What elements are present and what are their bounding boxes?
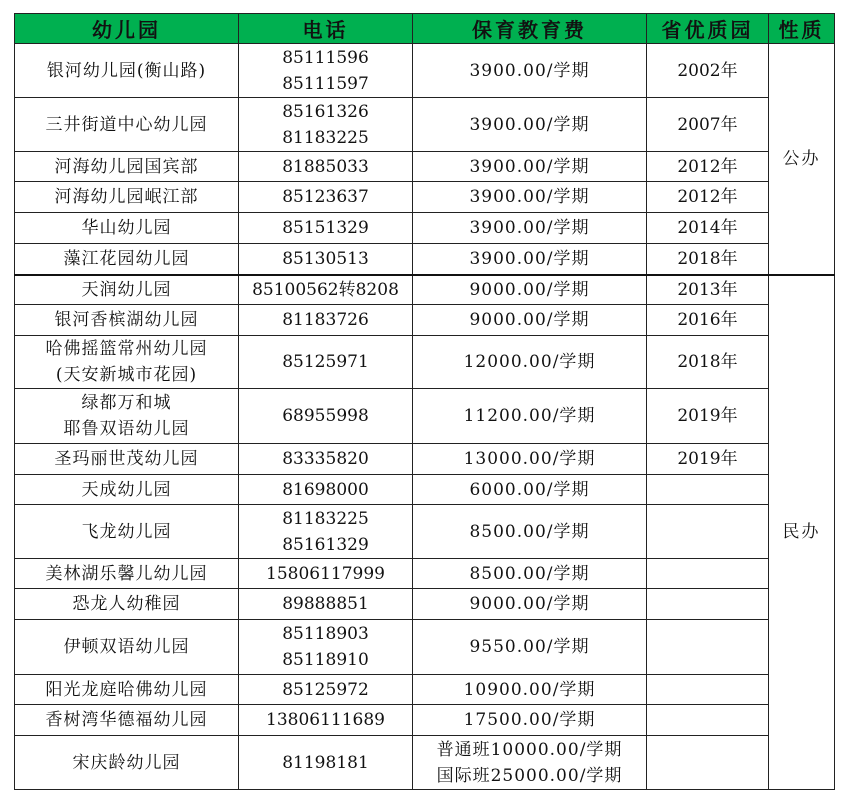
- fee-cell: [413, 275, 647, 305]
- provincial-quality-year-cell: 2014年: [647, 213, 769, 244]
- header-provincial-quality: 省优质园: [647, 14, 769, 44]
- provincial-quality-year-cell: [647, 505, 769, 559]
- phone-cell: [239, 44, 413, 98]
- fee-line: 13000.00/学期: [463, 449, 596, 469]
- fee-line: 12000.00/学期: [463, 352, 596, 372]
- fee-line: 6000.00/学期: [469, 479, 590, 500]
- kindergarten-table: [14, 13, 835, 790]
- kindergarten-name-line: 河海幼儿园国宾部: [54, 156, 199, 177]
- provincial-quality-year-cell: 2019年: [647, 389, 769, 444]
- fee-cell: [413, 213, 647, 244]
- fee-line: 3900.00/学期: [469, 248, 590, 269]
- table-row: [15, 98, 835, 152]
- provincial-quality-year-cell: [647, 675, 769, 705]
- phone-cell: [239, 705, 413, 736]
- fee-cell: [413, 620, 647, 675]
- kindergarten-name-cell: [15, 244, 239, 275]
- phone-line: 85130513: [282, 248, 369, 269]
- kindergarten-name-cell: [15, 475, 239, 505]
- header-row: [15, 14, 835, 44]
- kindergarten-name-line: 天润幼儿园: [81, 279, 172, 300]
- phone-line: 85161326: [282, 101, 369, 122]
- table-row: [15, 213, 835, 244]
- fee-line: 9550.00/学期: [469, 637, 590, 657]
- phone-line: 85111596: [282, 47, 369, 68]
- kindergarten-name-cell: [15, 705, 239, 736]
- kindergarten-name-cell: [15, 336, 239, 389]
- table-row: [15, 675, 835, 705]
- kindergarten-name-cell: [15, 559, 239, 589]
- header-fee: 保育教育费: [413, 14, 647, 44]
- phone-cell: [239, 244, 413, 275]
- fee-cell: [413, 305, 647, 336]
- phone-cell: [239, 620, 413, 675]
- provincial-quality-year-cell: 2018年: [647, 336, 769, 389]
- kindergarten-name-cell: [15, 275, 239, 305]
- phone-cell: [239, 152, 413, 182]
- fee-cell: [413, 559, 647, 589]
- phone-line: 15806117999: [266, 563, 385, 584]
- fee-line: 3900.00/学期: [469, 218, 590, 238]
- phone-line: 85125971: [282, 352, 369, 372]
- header-type: 性质: [769, 14, 835, 44]
- provincial-quality-year-cell: 2019年: [647, 444, 769, 475]
- kindergarten-name-cell: [15, 736, 239, 790]
- table-row: [15, 305, 835, 336]
- phone-cell: [239, 389, 413, 444]
- phone-line: 81885033: [282, 156, 369, 177]
- phone-line: 68955998: [282, 406, 369, 426]
- phone-cell: [239, 559, 413, 589]
- table-body: [15, 44, 835, 790]
- table-row: [15, 705, 835, 736]
- fee-cell: [413, 505, 647, 559]
- provincial-quality-year-cell: [647, 475, 769, 505]
- table-row: [15, 620, 835, 675]
- table-row: [15, 444, 835, 475]
- table-row: [15, 736, 835, 790]
- school-type-cell: 公办: [769, 44, 835, 275]
- fee-cell: [413, 44, 647, 98]
- fee-line: 11200.00/学期: [463, 406, 596, 426]
- kindergarten-name-line: 河海幼儿园岷江部: [54, 187, 199, 207]
- provincial-quality-year-cell: 2012年: [647, 182, 769, 213]
- phone-line: 81183726: [282, 310, 369, 330]
- phone-line: 85118903: [282, 624, 369, 644]
- provincial-quality-year-cell: 2016年: [647, 305, 769, 336]
- kindergarten-name-line: 香树湾华德福幼儿园: [45, 710, 208, 730]
- fee-cell: [413, 182, 647, 213]
- fee-line: 9000.00/学期: [469, 310, 590, 330]
- fee-cell: [413, 98, 647, 152]
- table-row: [15, 336, 835, 389]
- kindergarten-name-cell: [15, 213, 239, 244]
- fee-cell: [413, 244, 647, 275]
- kindergarten-name-cell: [15, 620, 239, 675]
- kindergarten-name-cell: [15, 305, 239, 336]
- kindergarten-name-cell: [15, 98, 239, 152]
- fee-cell: [413, 336, 647, 389]
- kindergarten-name-cell: [15, 389, 239, 444]
- header-phone: 电话: [239, 14, 413, 44]
- kindergarten-name-cell: [15, 444, 239, 475]
- fee-cell: [413, 675, 647, 705]
- kindergarten-name-line: 银河幼儿园(衡山路): [46, 60, 207, 81]
- fee-cell: [413, 736, 647, 790]
- phone-line: 85123637: [282, 187, 369, 207]
- phone-line: 81183225: [282, 508, 369, 529]
- phone-line: 85151329: [282, 218, 369, 238]
- fee-line: 9000.00/学期: [469, 594, 590, 614]
- table-row: [15, 589, 835, 620]
- fee-line: 9000.00/学期: [469, 279, 590, 300]
- fee-cell: [413, 705, 647, 736]
- kindergarten-name-line: 银河香槟湖幼儿园: [54, 310, 199, 330]
- phone-cell: [239, 213, 413, 244]
- kindergarten-name-line: 绿都万和城: [81, 393, 172, 413]
- table-row: [15, 559, 835, 589]
- table-row: [15, 475, 835, 505]
- fee-cell: [413, 389, 647, 444]
- kindergarten-name-line: 阳光龙庭哈佛幼儿园: [45, 679, 208, 700]
- kindergarten-name-cell: [15, 675, 239, 705]
- phone-cell: [239, 336, 413, 389]
- kindergarten-name-line: 恐龙人幼稚园: [72, 594, 181, 614]
- phone-line: 83335820: [282, 449, 369, 469]
- table-row: [15, 152, 835, 182]
- kindergarten-name-line: 天成幼儿园: [81, 479, 172, 500]
- header-kindergarten: 幼儿园: [15, 14, 239, 44]
- fee-line: 17500.00/学期: [463, 710, 596, 730]
- phone-cell: [239, 505, 413, 559]
- phone-cell: [239, 305, 413, 336]
- kindergarten-name-cell: [15, 589, 239, 620]
- kindergarten-name-cell: [15, 152, 239, 182]
- school-type-cell: 民办: [769, 275, 835, 790]
- phone-cell: [239, 182, 413, 213]
- phone-line: 85161329: [282, 534, 369, 555]
- provincial-quality-year-cell: [647, 559, 769, 589]
- kindergarten-name-cell: [15, 44, 239, 98]
- fee-cell: [413, 152, 647, 182]
- fee-line: 国际班25000.00/学期: [436, 765, 623, 786]
- fee-line: 10900.00/学期: [463, 679, 596, 700]
- fee-line: 普通班10000.00/学期: [436, 739, 623, 760]
- kindergarten-name-line: 耶鲁双语幼儿园: [63, 419, 190, 439]
- table-row: [15, 182, 835, 213]
- provincial-quality-year-cell: 2018年: [647, 244, 769, 275]
- table-row: [15, 275, 835, 305]
- phone-line: 85125972: [282, 679, 369, 700]
- provincial-quality-year-cell: 2012年: [647, 152, 769, 182]
- kindergarten-name-line: 哈佛摇篮常州幼儿园: [45, 339, 208, 359]
- provincial-quality-year-cell: [647, 736, 769, 790]
- kindergarten-name-line: 飞龙幼儿园: [81, 521, 172, 542]
- phone-cell: [239, 444, 413, 475]
- kindergarten-name-line: 伊顿双语幼儿园: [63, 637, 190, 657]
- kindergarten-name-cell: [15, 182, 239, 213]
- provincial-quality-year-cell: [647, 705, 769, 736]
- table-row: [15, 389, 835, 444]
- kindergarten-name-line: 三井街道中心幼儿园: [45, 114, 208, 135]
- fee-line: 8500.00/学期: [469, 521, 590, 542]
- kindergarten-name-line: (天安新城市花园): [55, 365, 198, 385]
- kindergarten-table-container: [14, 13, 835, 790]
- phone-cell: [239, 675, 413, 705]
- fee-line: 8500.00/学期: [469, 563, 590, 584]
- table-row: [15, 505, 835, 559]
- provincial-quality-year-cell: 2007年: [647, 98, 769, 152]
- fee-line: 3900.00/学期: [469, 156, 590, 177]
- provincial-quality-year-cell: [647, 589, 769, 620]
- kindergarten-name-line: 圣玛丽世茂幼儿园: [54, 449, 199, 469]
- fee-cell: [413, 589, 647, 620]
- phone-line: 13806111689: [266, 710, 385, 730]
- kindergarten-name-line: 藻江花园幼儿园: [63, 248, 190, 269]
- phone-line: 89888851: [282, 594, 369, 614]
- fee-line: 3900.00/学期: [469, 60, 590, 81]
- phone-line: 85111597: [282, 73, 369, 94]
- phone-cell: [239, 475, 413, 505]
- phone-line: 85100562转8208: [252, 279, 399, 300]
- fee-cell: [413, 444, 647, 475]
- provincial-quality-year-cell: [647, 620, 769, 675]
- phone-cell: [239, 589, 413, 620]
- phone-cell: [239, 275, 413, 305]
- phone-line: 81183225: [282, 127, 369, 148]
- kindergarten-name-line: 华山幼儿园: [81, 218, 172, 238]
- table-row: [15, 244, 835, 275]
- fee-line: 3900.00/学期: [469, 187, 590, 207]
- fee-line: 3900.00/学期: [469, 114, 590, 135]
- kindergarten-name-line: 宋庆龄幼儿园: [72, 752, 181, 773]
- kindergarten-name-cell: [15, 505, 239, 559]
- provincial-quality-year-cell: 2013年: [647, 275, 769, 305]
- phone-line: 85118910: [282, 650, 369, 670]
- provincial-quality-year-cell: 2002年: [647, 44, 769, 98]
- phone-line: 81698000: [282, 479, 369, 500]
- kindergarten-name-line: 美林湖乐馨儿幼儿园: [45, 563, 208, 584]
- phone-cell: [239, 736, 413, 790]
- table-row: [15, 44, 835, 98]
- phone-cell: [239, 98, 413, 152]
- phone-line: 81198181: [282, 752, 369, 773]
- fee-cell: [413, 475, 647, 505]
